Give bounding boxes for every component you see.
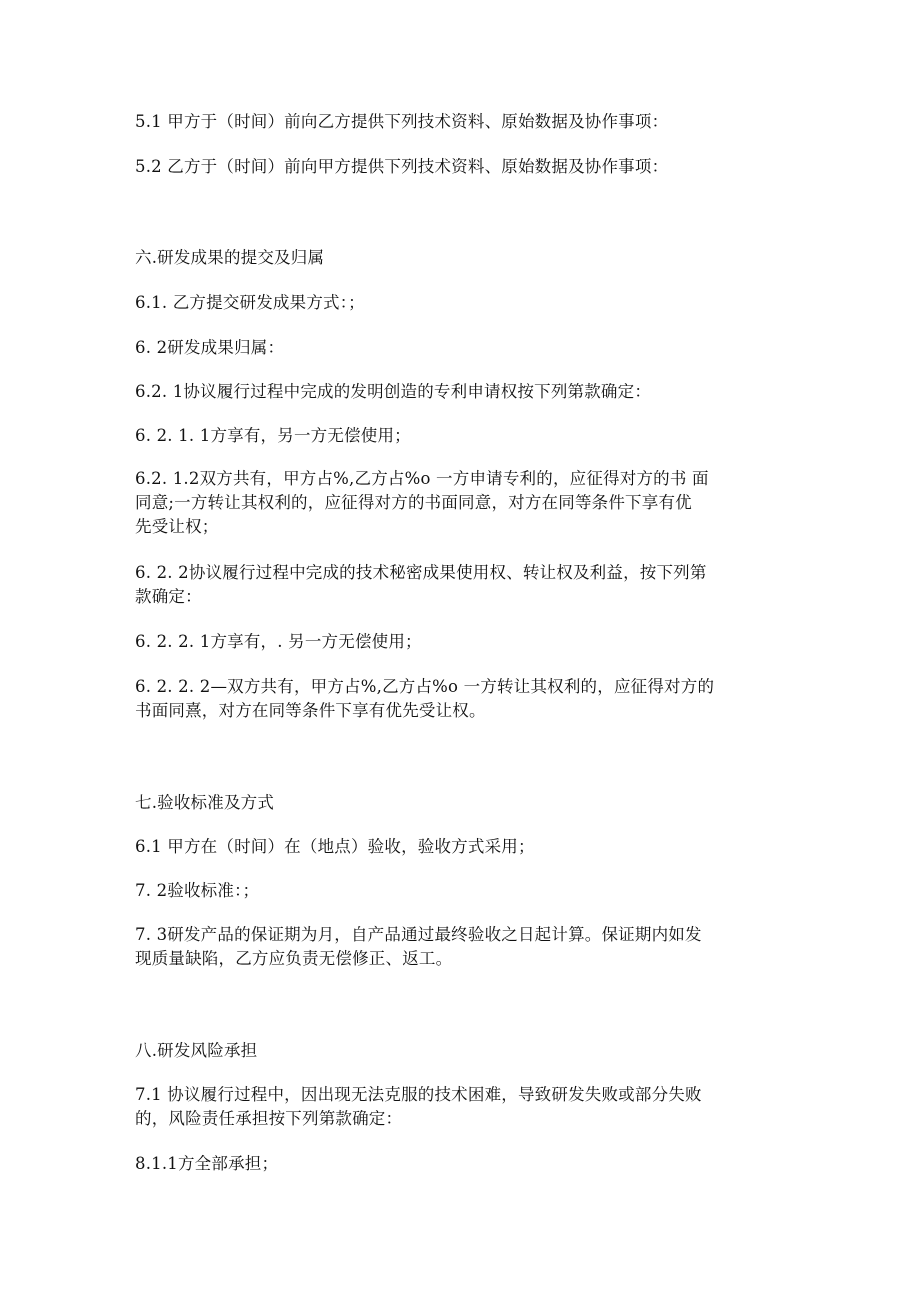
clause-7-3-line2: 现质量缺陷，乙方应负责无偿修正、返工。 [135, 949, 453, 968]
clause-6-2-1-2-line2: 同意;一方转让其权利的，应征得对方的书面同意，对方在同等条件下享有优 [135, 493, 692, 512]
clause-7-2: 7. 2验收标准：； [135, 881, 260, 900]
clause-6-2-1-1: 6. 2. 1. 1方享有，另一方无偿使用； [135, 426, 411, 445]
clause-6-2-2-2-line2: 书面同熹，对方在同等条件下享有优先受让权。 [135, 701, 486, 720]
clause-6-2-2-2-line1: 6. 2. 2. 2—双方共有，甲方占%,乙方占%o 一方转让其权利的，应征得对方的 [135, 677, 715, 696]
clause-6-2-2-line2: 款确定： [135, 587, 202, 606]
clause-5-2: 5.2 乙方于（时间）前向甲方提供下列技术资料、原始数据及协作事项： [135, 157, 669, 176]
clause-6-2-2-1: 6. 2. 2. 1方享有，. 另一方无偿使用； [135, 632, 422, 651]
section-heading-7: 七.验收标准及方式 [135, 793, 275, 812]
clause-5-1: 5.1 甲方于（时间）前向乙方提供下列技术资料、原始数据及协作事项： [135, 112, 669, 131]
clause-7-3-line1: 7. 3研发产品的保证期为月，自产品通过最终验收之日起计算。保证期内如发 [135, 925, 702, 944]
clause-6-2-1: 6.2. 1协议履行过程中完成的发明创造的专利申请权按下列第款确定： [135, 382, 652, 401]
clause-6-2: 6. 2研发成果归属： [135, 338, 285, 357]
clause-6-1: 6.1. 乙方提交研发成果方式：； [135, 293, 365, 312]
section-heading-6: 六.研发成果的提交及归属 [135, 248, 325, 267]
clause-8-1-line2: 的，风险责任承担按下列第款确定： [135, 1109, 403, 1128]
clause-7-1: 6.1 甲方在（时间）在（地点）验收，验收方式采用； [135, 837, 535, 856]
clause-6-2-1-2-line1: 6.2. 1.2双方共有，甲方占%,乙方占%o 一方申请专利的，应征得对方的书 面 [135, 469, 709, 488]
clause-8-1-1: 8.1.1方全部承担； [135, 1154, 279, 1173]
clause-6-2-1-2-line3: 先受让权； [135, 517, 219, 536]
clause-8-1-line1: 7.1 协议履行过程中，因出现无法克服的技术困难，导致研发失败或部分失败 [135, 1085, 702, 1104]
clause-6-2-2-line1: 6. 2. 2协议履行过程中完成的技术秘密成果使用权、转让权及利益，按下列第 [135, 563, 707, 582]
section-heading-8: 八.研发风险承担 [135, 1041, 258, 1060]
